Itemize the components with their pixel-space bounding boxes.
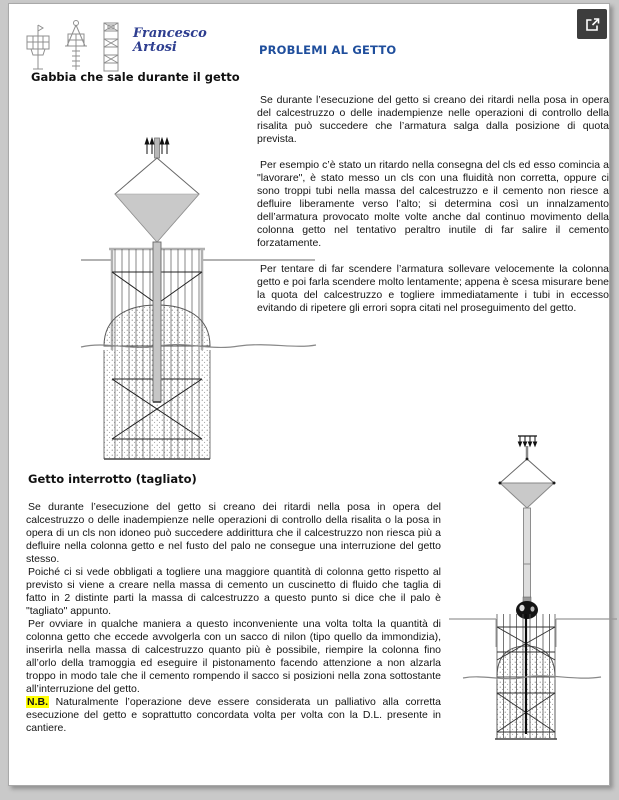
drill-rig-icon-1 xyxy=(23,23,53,73)
diagram-gabbia-che-sale xyxy=(71,134,319,466)
brand-line1: Francesco xyxy=(133,26,207,41)
nb-highlight-label: N.B. xyxy=(27,696,48,708)
page-title: PROBLEMI AL GETTO xyxy=(259,43,397,57)
pile-tremie-diagram-2 xyxy=(449,431,619,771)
paragraph: Se durante l’esecuzione del getto si creano dei ritardi nella posa in opera del calcestruzzo o delle inadempienze nelle operazioni di controllo della risalita può succedere che l’armatura salga dalla posizione di quota prevista. xyxy=(257,94,609,145)
open-in-new-window-button[interactable] xyxy=(577,9,607,39)
section-heading-gabbia: Gabbia che sale durante il getto xyxy=(31,70,240,84)
paragraph: Per tentare di far scendere l’armatura sollevare velocemente la colonna getto e poi farla scendere molto lentamente; appena è scesa misurare bene la quota del calcestruzzo e togliere immediatamente i tubi in eccesso evitando di ripetere gli errori sopra citati nel proseguimento del getto. xyxy=(257,263,609,314)
document-page xyxy=(8,3,610,786)
brand-line2: Artosi xyxy=(133,40,177,55)
paragraph: Per esempio c’è stato un ritardo nella consegna del cls ed esso comincia a "lavorare", è stato messo un cls con una fluidità non corretta, oppure ci sono troppi tubi nella massa del calcestruzzo e il cemento non riesce a defluire liberamente verso l’alto; si determina così un innalzamento dell’armatura provocato molte volte anche dal continuo movimento della colonna getto nel tentativo peraltro inutile di far salire il cemento forzatamente. xyxy=(257,159,609,249)
section-heading-tagliato: Getto interrotto (tagliato) xyxy=(28,472,197,486)
paragraph: Poiché ci si vede obbligati a togliere una maggiore quantità di colonna getto rispetto al previsto si viene a creare nella massa di cemento un cuscinetto di fluido che taglia di fatto in 2 distinte parti la massa di calcestruzzo a questo punto si dice che il palo è "tagliato" appunto. xyxy=(26,566,441,617)
text-block-tagliato xyxy=(26,501,441,696)
logo-rigs xyxy=(23,19,123,73)
open-in-new-window-icon xyxy=(584,16,601,33)
drill-rig-icon-2 xyxy=(60,19,92,73)
paragraph: Per ovviare in qualche maniera a questo inconveniente una volta tolta la quantità di colonna getto che eccede avvolgerla con un sacco di nilon (tipo quello da immondizia), inserirla nella massa di calcestruzzo quanto più è possibile, riempire la colonna fino all’orlo della tramoggia ed eseguire il pistonamento facendo attenzione a non alzarla troppo in modo tale che il cemento rompendo il sacco si posizioni nella zona sottostante all’interruzione del getto. xyxy=(26,618,441,695)
logo-block xyxy=(23,19,207,73)
nota-bene xyxy=(26,696,441,735)
pile-tremie-diagram-1 xyxy=(71,134,319,466)
nb-text: Naturalmente l’operazione deve essere considerata un palliativo alla corretta esecuzione del getto e soprattutto concordata volta per volta con la D.L. presente in cantiere. xyxy=(26,696,441,734)
brand-name xyxy=(133,27,207,55)
drill-rig-icon-3 xyxy=(99,21,123,73)
diagram-getto-tagliato xyxy=(449,431,619,771)
paragraph: Se durante l’esecuzione del getto si creano dei ritardi nella posa in opera del calcestruzzo o delle inadempienze nelle operazioni di controllo della risalita o la posa in opera di un cls non idoneo può succedere addirittura che il calcestruzzo non riesca più a defluire nella colonna getto e nel fusto del palo ne consegue una interruzione del getto stesso. xyxy=(26,501,441,565)
